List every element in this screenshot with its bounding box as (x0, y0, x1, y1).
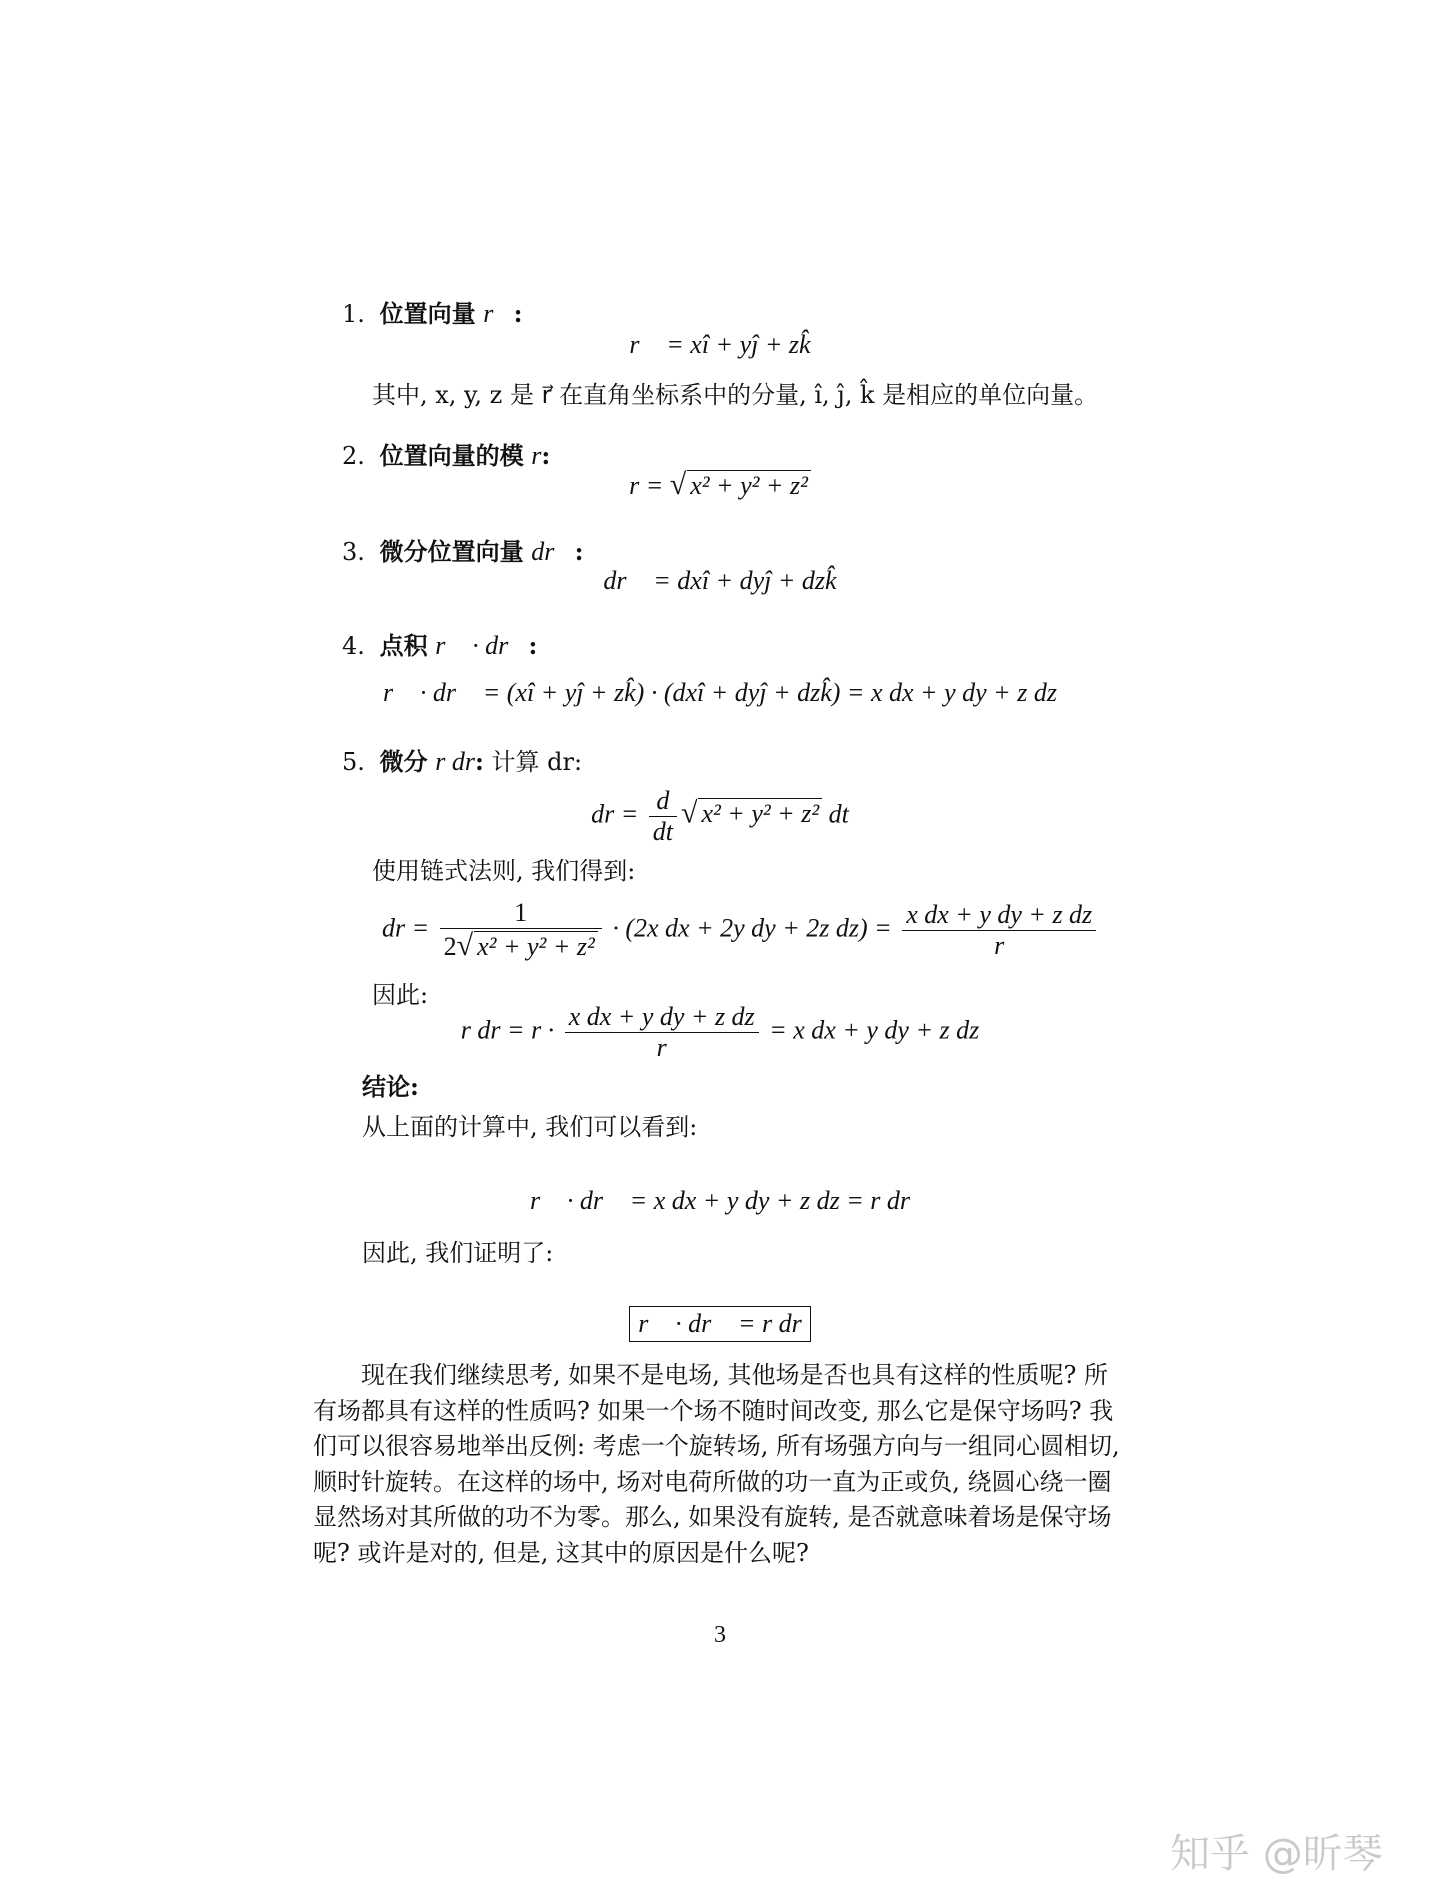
item-title: 位置向量 (379, 299, 476, 328)
eq-middle: · (2x dx + 2y dy + 2z dz) = (612, 913, 892, 943)
item-title: 点积 (379, 631, 428, 660)
chain-rule-text: 使用链式法则, 我们得到: (372, 857, 636, 885)
item-symbol: r (531, 441, 542, 470)
eq-lhs: dr = (382, 913, 430, 943)
item-title: 位置向量的模 (379, 441, 524, 470)
fraction-left (440, 898, 602, 963)
eq-lhs: r = (629, 471, 664, 500)
fraction (649, 786, 677, 847)
eq-lhs: dr = (591, 799, 639, 829)
zhihu-watermark: 知乎 @昕琴 (1170, 1831, 1383, 1877)
sqrt-radicand: x² + y² + z² (698, 798, 822, 829)
item-number: 5. (342, 748, 365, 776)
closing-paragraph: 现在我们继续思考, 如果不是电场, 其他场是否也具有这样的性质呢? 所有场都具有这样的性质吗? 如果一个场不随时间改变, 那么它是保守场吗? 我们可以很容易地举出反例: 考虑一个旋转场, 所有场强方向与一组同心圆相切, 顺时针旋转。在这样的场中, 场对电荷所做的功一直为正或负, 绕圆心绕一圈显然场对其所做的功不为零。那么, 如果没有旋转, 是否就意味着场是保守场呢? 或许是对的, 但是, 这其中的原因是什么呢? (313, 1361, 1120, 1567)
proved-text: 因此, 我们证明了: (362, 1239, 554, 1267)
item-extra: 计算 dr: (491, 748, 583, 776)
fraction-numerator: d (649, 786, 677, 817)
equation-magnitude (0, 468, 1440, 502)
conclusion-text: 从上面的计算中, 我们可以看到: (362, 1113, 698, 1141)
note-components: 其中, x, y, z 是 r⃗ 在直角坐标系中的分量, î, ĵ, k̂ 是相应的单位向量。 (372, 381, 1099, 409)
sqrt-sign: √ (681, 796, 698, 830)
equation-r-dr (0, 1002, 1440, 1063)
fraction-right (902, 900, 1096, 961)
item-3-heading (342, 532, 583, 567)
item-5-heading (342, 742, 582, 777)
eq-lhs: r dr = r · (460, 1015, 555, 1045)
denominator-coefficient: 2 (443, 932, 457, 961)
fraction-denominator: dt (652, 817, 673, 846)
eq-tail: dt (828, 799, 849, 829)
fraction-numerator: 1 (440, 898, 602, 929)
sqrt-radicand: x² + y² + z² (687, 470, 811, 501)
sqrt-sign: √ (456, 929, 474, 962)
item-number: 3. (342, 538, 365, 566)
equation-result: r⃗ · dr⃗ = x dx + y dy + z dz = r dr (530, 1186, 910, 1215)
conclusion-title: 结论: (362, 1072, 419, 1101)
eq-rhs: = x dx + y dy + z dz (769, 1015, 980, 1045)
item-1-heading (342, 294, 522, 329)
hence-text: 因此: (372, 981, 429, 1009)
item-colon: : (541, 441, 551, 470)
equation-dr-derivative (0, 786, 1440, 847)
equation-differential-vector: dr⃗ = dxî + dyĵ + dzk̂ (603, 566, 837, 595)
item-title: 微分 (379, 747, 428, 776)
equation-chain-rule (382, 898, 1100, 963)
equation-dot-product: r⃗ · dr⃗ = (xî + yĵ + zk̂) · (dxî + dyĵ + dzk̂) = x dx + y dy + z dz (383, 678, 1057, 707)
fraction (565, 1002, 759, 1063)
item-number: 1. (342, 300, 365, 328)
fraction-denominator (440, 929, 602, 963)
item-symbol: r⃗ (483, 299, 514, 328)
fraction-denominator: r (656, 1033, 667, 1062)
page-number: 3 (714, 1622, 726, 1648)
item-4-heading (342, 626, 537, 661)
item-symbol: r dr (435, 747, 476, 776)
fraction-numerator: x dx + y dy + z dz (902, 900, 1096, 931)
equation-boxed-result (0, 1306, 1440, 1342)
fraction-denominator: r (994, 931, 1005, 960)
item-2-heading (342, 436, 550, 471)
item-colon: : (475, 747, 484, 776)
sqrt-sign: √ (669, 468, 687, 501)
fraction-numerator: x dx + y dy + z dz (565, 1002, 759, 1033)
item-colon: : (513, 299, 523, 328)
boxed-equation: r⃗ · dr⃗ = r dr (629, 1306, 810, 1342)
item-symbol: dr⃗ (531, 537, 575, 566)
item-number: 2. (342, 442, 365, 470)
item-number: 4. (342, 632, 365, 660)
equation-position-vector: r⃗ = xî + yĵ + zk̂ (629, 330, 811, 359)
item-colon: : (528, 631, 538, 660)
item-symbol: r⃗ · dr⃗ (435, 631, 529, 660)
sqrt-radicand: x² + y² + z² (474, 931, 598, 962)
item-colon: : (574, 537, 584, 566)
item-title: 微分位置向量 (379, 537, 524, 566)
